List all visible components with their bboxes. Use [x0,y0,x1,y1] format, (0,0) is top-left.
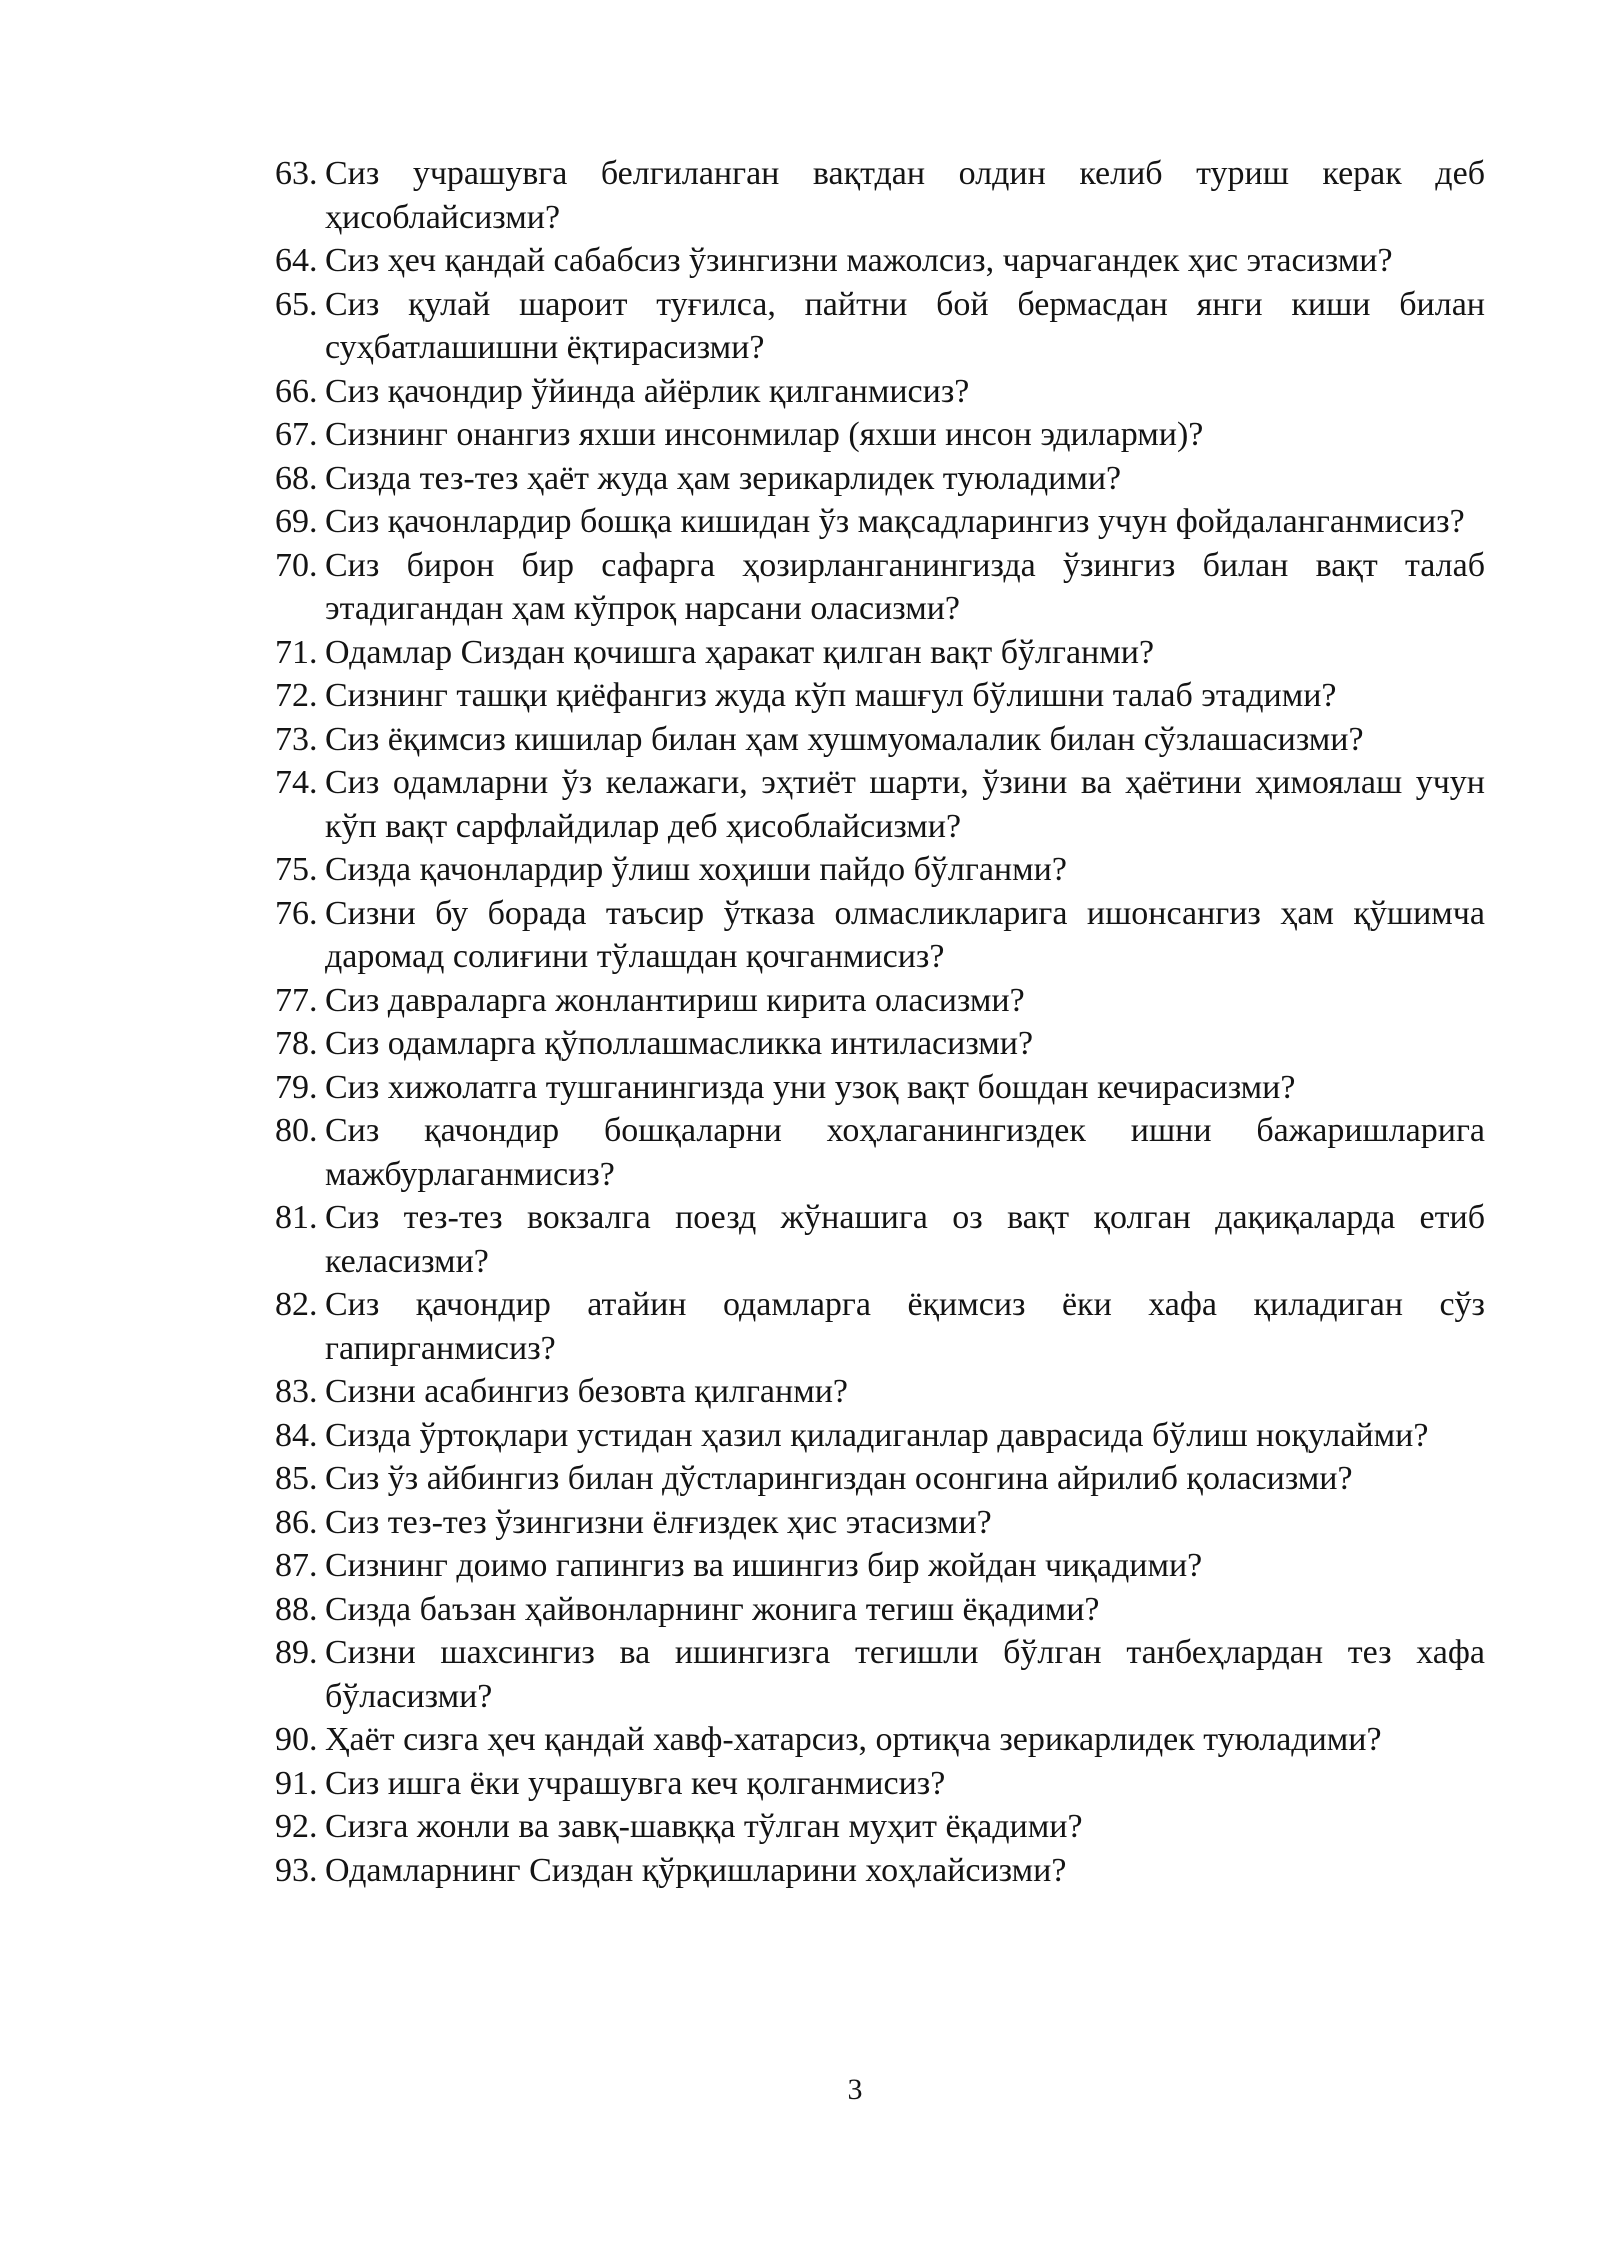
question-number: 83. [275,1373,318,1410]
question-text: Сизни асабингиз безовта қилганми? [325,1373,849,1410]
question-item [275,1544,1485,1588]
question-text: Сизда ўртоқлари устидан ҳазил қиладиганлар даврасида бўлиш ноқулайми? [325,1416,1429,1454]
question-text: Сизни бу борада таъсир ўтказа олмасликларига ишонсангиз ҳам қўшимча даромад солиғини тўлашдан қочганмисиз? [325,894,1485,975]
question-number: 64. [275,242,318,279]
question-item [275,1196,1485,1283]
question-item [275,1022,1485,1066]
question-number: 90. [275,1721,318,1758]
question-number: 69. [275,503,318,540]
question-item [275,1109,1485,1196]
question-item [275,1718,1485,1762]
question-item [275,718,1485,762]
question-text: Сизнинг доимо гапингиз ва ишингиз бир жойдан чиқадими? [325,1547,1203,1584]
question-number: 84. [275,1416,318,1454]
question-text: Сиз одамларга қўполлашмасликка интиласизми? [325,1025,1034,1062]
question-text: Сиз қачондир атайин одамларга ёқимсиз ёки хафа қиладиган сўз гапирганмисиз? [325,1286,1485,1367]
question-text: Сиз қачондир бошқаларни хоҳлаганингиздек ишни бажаришларига мажбурлаганмисиз? [325,1112,1485,1193]
question-number: 78. [275,1025,318,1062]
question-number: 77. [275,981,318,1019]
question-item [275,1414,1485,1458]
question-item [275,152,1485,239]
question-item [275,413,1485,457]
question-number: 72. [275,677,318,714]
question-text: Сизда баъзан ҳайвонларнинг жонига тегиш ёқадими? [325,1590,1100,1628]
question-item [275,1588,1485,1632]
question-item [275,848,1485,892]
question-number: 73. [275,720,318,758]
question-text: Сизда тез-тез ҳаёт жуда ҳам зерикарлидек туюладими? [325,459,1122,497]
question-text: Сиз тез-тез вокзалга поезд жўнашига оз вақт қолган дақиқаларда етиб келасизми? [325,1199,1485,1280]
question-text: Сиз ўз айбингиз билан дўстларингиздан осонгина айрилиб қоласизми? [325,1460,1353,1497]
question-number: 86. [275,1503,318,1541]
question-item [275,239,1485,283]
question-text: Сизнинг ташқи қиёфангиз жуда кўп машғул бўлишни талаб этадими? [325,677,1337,714]
question-item [275,544,1485,631]
question-item [275,1457,1485,1501]
question-item [275,1066,1485,1110]
question-item [275,1762,1485,1806]
question-number: 74. [275,764,318,801]
question-item [275,674,1485,718]
page-number: 3 [847,2073,863,2106]
question-text: Сиз ишга ёки учрашувга кеч қолганмисиз? [325,1764,946,1802]
question-text: Сизни шахсингиз ва ишингизга тегишли бўлган танбеҳлардан тез хафа бўласизми? [325,1634,1485,1715]
question-text: Сиз учрашувга белгиланган вақтдан олдин келиб туриш керак деб ҳисоблайсизми? [325,155,1485,236]
question-item [275,283,1485,370]
question-number: 93. [275,1851,318,1889]
question-number: 92. [275,1808,318,1845]
question-item [275,1283,1485,1370]
question-number: 85. [275,1460,318,1497]
question-item [275,457,1485,501]
question-text: Сиз қачондир ўйинда айёрлик қилганмисиз? [325,372,970,410]
question-number: 81. [275,1199,318,1236]
question-text: Одамлар Сиздан қочишга ҳаракат қилган вақт бўлганми? [325,633,1155,671]
question-number: 70. [275,546,318,584]
question-item [275,892,1485,979]
question-text: Сиз ёқимсиз кишилар билан ҳам хушмуомалалик билан сўзлашасизми? [325,720,1364,758]
question-text: Ҳаёт сизга ҳеч қандай хавф-хатарсиз, ортиқча зерикарлидек туюладими? [325,1721,1382,1758]
question-number: 63. [275,155,318,192]
question-item [275,1849,1485,1893]
question-text: Сиз қулай шароит туғилса, пайтни бой бермасдан янги киши билан суҳбатлашишни ёқтирасизми? [325,285,1485,366]
question-number: 82. [275,1286,318,1323]
questionnaire-list [275,152,1485,1892]
question-number: 91. [275,1764,318,1802]
question-item [275,631,1485,675]
question-number: 76. [275,894,318,932]
question-number: 88. [275,1590,318,1628]
question-item [275,1370,1485,1414]
question-number: 65. [275,285,318,323]
question-text: Сиз қачонлардир бошқа кишидан ўз мақсадларингиз учун фойдаланганмисиз? [325,503,1465,540]
question-text: Сиз бирон бир сафарга ҳозирланганингизда ўзингиз билан вақт талаб этадигандан ҳам кўпроқ нарсани оласизми? [325,546,1485,627]
question-text: Сизнинг онангиз яхши инсонмилар (яхши инсон эдиларми)? [325,416,1204,453]
question-number: 89. [275,1634,318,1671]
question-number: 66. [275,372,318,410]
question-number: 87. [275,1547,318,1584]
question-number: 68. [275,459,318,497]
question-number: 71. [275,633,318,671]
question-text: Сизга жонли ва завқ-шавққа тўлган муҳит ёқадими? [325,1808,1083,1845]
question-item [275,1631,1485,1718]
question-text: Сиз ҳеч қандай сабабсиз ўзингизни мажолсиз, чарчагандек ҳис этасизми? [325,242,1393,279]
question-number: 75. [275,851,318,888]
question-number: 67. [275,416,318,453]
question-text: Сиз давраларга жонлантириш кирита оласизми? [325,981,1025,1019]
question-item [275,1805,1485,1849]
question-item [275,500,1485,544]
question-item [275,761,1485,848]
question-item [275,1501,1485,1545]
question-text: Сиз хижолатга тушганингизда уни узоқ вақт бошдан кечирасизми? [325,1068,1296,1106]
question-text: Сиз одамларни ўз келажаги, эҳтиёт шарти, ўзини ва ҳаётини ҳимоялаш учун кўп вақт сарфлайдилар деб ҳисоблайсизми? [325,764,1485,845]
question-text: Сиз тез-тез ўзингизни ёлғиздек ҳис этасизми? [325,1503,992,1541]
question-text: Одамларнинг Сиздан қўрқишларини хоҳлайсизми? [325,1851,1067,1889]
question-number: 79. [275,1068,318,1106]
question-text: Сизда қачонлардир ўлиш хоҳиши пайдо бўлганми? [325,851,1067,888]
question-number: 80. [275,1112,318,1149]
question-item [275,979,1485,1023]
question-item [275,370,1485,414]
